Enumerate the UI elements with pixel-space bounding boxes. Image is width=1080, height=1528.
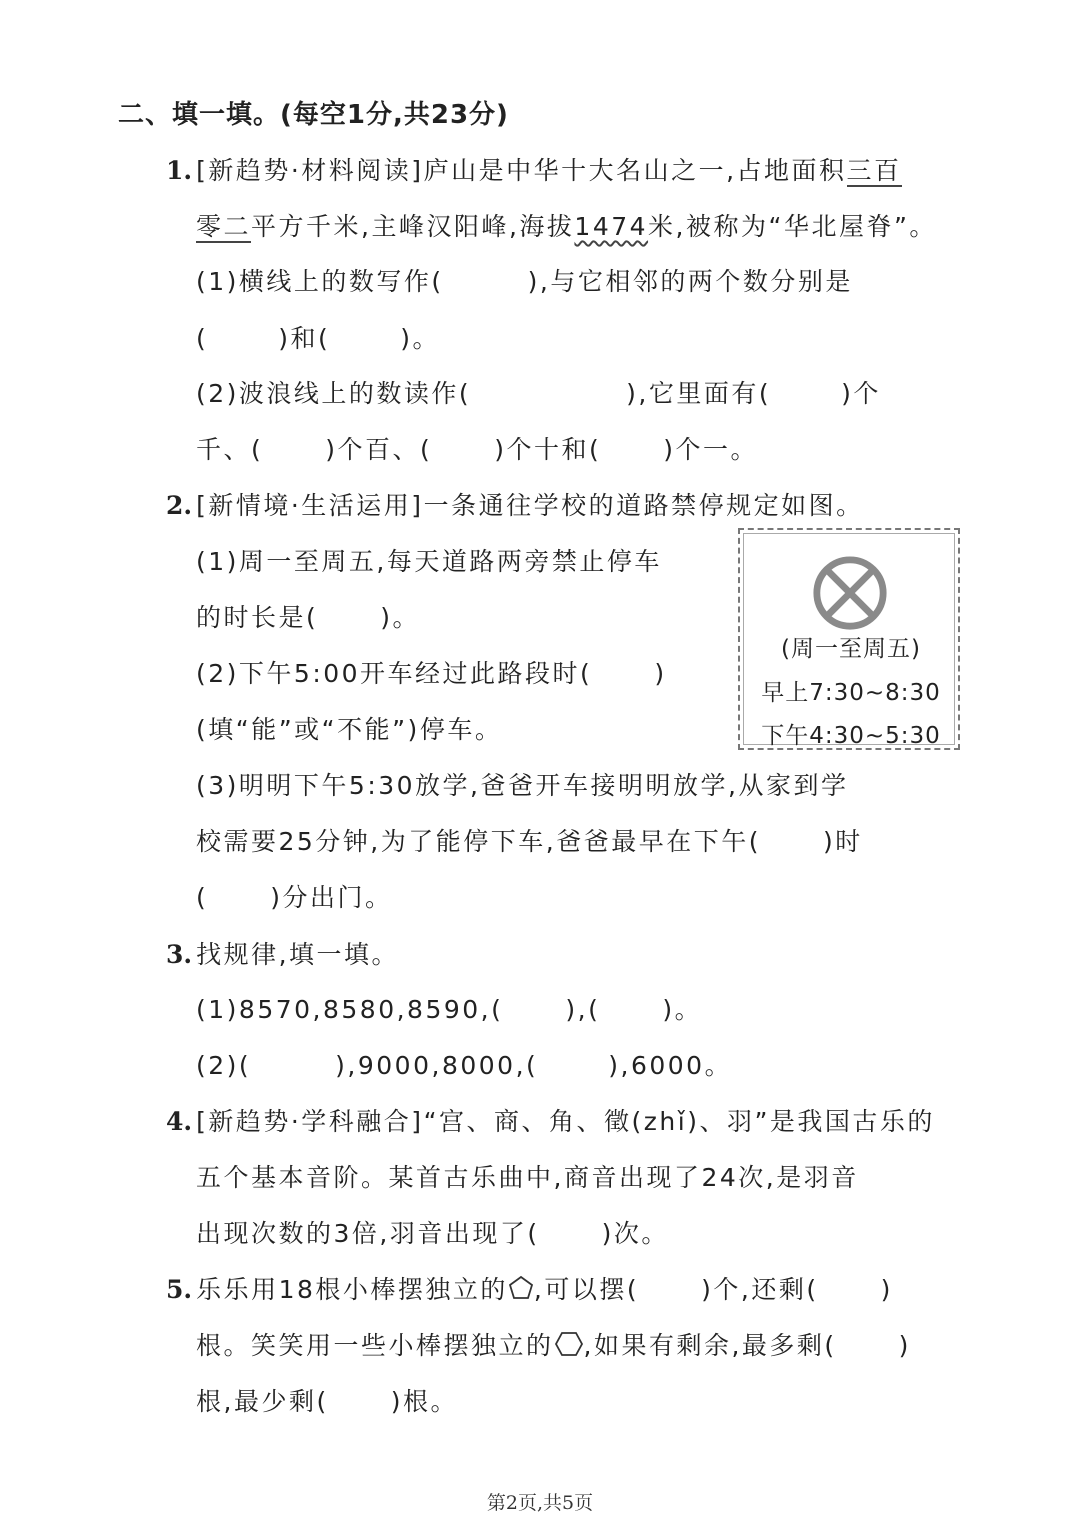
q2-p1-text: 的时长是( — [196, 603, 319, 632]
q1-p1-close: )。 — [400, 324, 441, 353]
q3-p1-text: (1)8570,8580,8590,( — [196, 995, 504, 1024]
q2-line1 — [166, 489, 864, 523]
q5-text-h: 根,最少剩( — [196, 1387, 329, 1416]
q1-p2-text-a: (2)波浪线上的数读作( — [196, 379, 472, 408]
q1-p2-text-e: )个百、( — [325, 435, 433, 464]
q1-p2-text-c: )个 — [841, 379, 881, 408]
q5-number: 5. — [166, 1275, 193, 1304]
q3-p2-close: ),6000。 — [608, 1051, 733, 1080]
hexagon-icon — [554, 1331, 584, 1357]
q2-part2-line2: (填“能”或“不能”)停车。 — [196, 715, 503, 744]
sign-morning-time: 早上7:30~8:30 — [761, 680, 941, 706]
q1-p1-text: (1)横线上的数写作( — [196, 267, 444, 296]
q1-number: 1. — [166, 156, 193, 185]
q1-p1-text-end: ),与它相邻的两个数分别是 — [527, 267, 853, 296]
pentagon-icon — [508, 1275, 534, 1301]
page-number: 第2页,共5页 — [486, 1492, 594, 1514]
q5-line2 — [196, 1329, 911, 1363]
sign-afternoon-time: 下午4:30~5:30 — [761, 723, 941, 749]
q2-part3-line3 — [196, 881, 393, 915]
q1-text-c: 米,被称为“华北屋脊”。 — [648, 212, 937, 241]
q1-part1-line1 — [196, 265, 853, 299]
q2-tag: [新情境·生活运用] — [196, 491, 424, 520]
q2-part1-line1: (1)周一至周五,每天道路两旁禁止停车 — [196, 547, 662, 576]
q1-underlined-b: 零二 — [196, 212, 252, 241]
q4-line3 — [196, 1217, 669, 1251]
q2-part3-line1: (3)明明下午5:30放学,爸爸开车接明明放学,从家到学 — [196, 771, 849, 800]
q5-text-e: 根。笑笑用一些小棒摆独立的 — [196, 1331, 554, 1360]
q4-line1 — [166, 1105, 935, 1139]
q2-number: 2. — [166, 491, 193, 520]
q3-part2 — [196, 1049, 732, 1083]
q2-p2-close: ) — [654, 659, 667, 688]
q3-number: 3. — [166, 940, 193, 969]
q5-text-b: ,可以摆( — [533, 1275, 640, 1304]
q1-underlined-a: 三百 — [846, 156, 902, 185]
q5-line3 — [196, 1385, 458, 1419]
sign-days: (周一至周五) — [781, 636, 921, 662]
q5-text-g: ) — [898, 1331, 911, 1360]
q3-p2-text: ),9000,8000,( — [335, 1051, 539, 1080]
q1-p1-and: )和( — [278, 324, 331, 353]
q1-p2-text-g: )个一。 — [663, 435, 759, 464]
q5-line1 — [166, 1273, 893, 1307]
q4-text-a: 出现次数的3倍,羽音出现了( — [196, 1219, 540, 1248]
q1-tag: [新趋势·材料阅读] — [196, 156, 424, 185]
q5-text-f: ,如果有剩余,最多剩( — [583, 1331, 837, 1360]
q2-p3-hour: )时 — [822, 827, 863, 856]
q4-text: “宫、商、角、徵(zhǐ)、羽”是我国古乐的 — [423, 1107, 935, 1136]
q1-line1 — [166, 154, 902, 188]
q1-p2-text-b: ),它里面有( — [626, 379, 772, 408]
q2-p3-open: ( — [196, 883, 209, 912]
q3-line1 — [166, 938, 399, 972]
q3-part1 — [196, 993, 702, 1027]
q2-p3-minute: )分出门。 — [270, 883, 393, 912]
q1-line2 — [196, 210, 937, 244]
q2-text: 一条通往学校的道路禁停规定如图。 — [423, 491, 864, 520]
no-parking-sign — [738, 528, 960, 750]
q2-part3-line2 — [196, 825, 863, 859]
q2-part2-line1 — [196, 657, 667, 691]
q1-text-a: 庐山是中华十大名山之一,占地面积 — [423, 156, 847, 185]
q5-text-a: 乐乐用18根小棒摆独立的 — [196, 1275, 508, 1304]
no-parking-icon — [811, 554, 889, 632]
q4-text-b: )次。 — [601, 1219, 669, 1248]
q4-number: 4. — [166, 1107, 193, 1136]
q5-text-d: ) — [880, 1275, 893, 1304]
q1-p2-text-d: 千、( — [196, 435, 264, 464]
q1-p1-open: ( — [196, 324, 209, 353]
q4-line2: 五个基本音阶。某首古乐曲中,商音出现了24次,是羽音 — [196, 1163, 859, 1192]
q1-part2-line1 — [196, 377, 881, 411]
q2-p3-text: 校需要25分钟,为了能停下车,爸爸最早在下午( — [196, 827, 761, 856]
q2-p1-close: )。 — [380, 603, 421, 632]
q3-p1-sep: ),( — [565, 995, 601, 1024]
q2-part1-line2 — [196, 601, 420, 635]
q5-text-c: )个,还剩( — [701, 1275, 819, 1304]
q3-text: 找规律,填一填。 — [196, 940, 400, 969]
q4-tag: [新趋势·学科融合] — [196, 1107, 424, 1136]
q3-p1-close: )。 — [662, 995, 703, 1024]
q1-part1-line2 — [196, 322, 440, 356]
q3-p2-open: (2)( — [196, 1051, 252, 1080]
q1-text-b: 平方千米,主峰汉阳峰,海拔 — [251, 212, 575, 241]
q1-part2-line2 — [196, 433, 758, 467]
q2-p2-text: (2)下午5:00开车经过此路段时( — [196, 659, 593, 688]
q1-p2-text-f: )个十和( — [494, 435, 602, 464]
section-title: 二、填一填。(每空1分,共23分) — [118, 100, 509, 130]
q5-text-i: )根。 — [390, 1387, 458, 1416]
q1-wavy-number: 1474 — [574, 212, 649, 241]
